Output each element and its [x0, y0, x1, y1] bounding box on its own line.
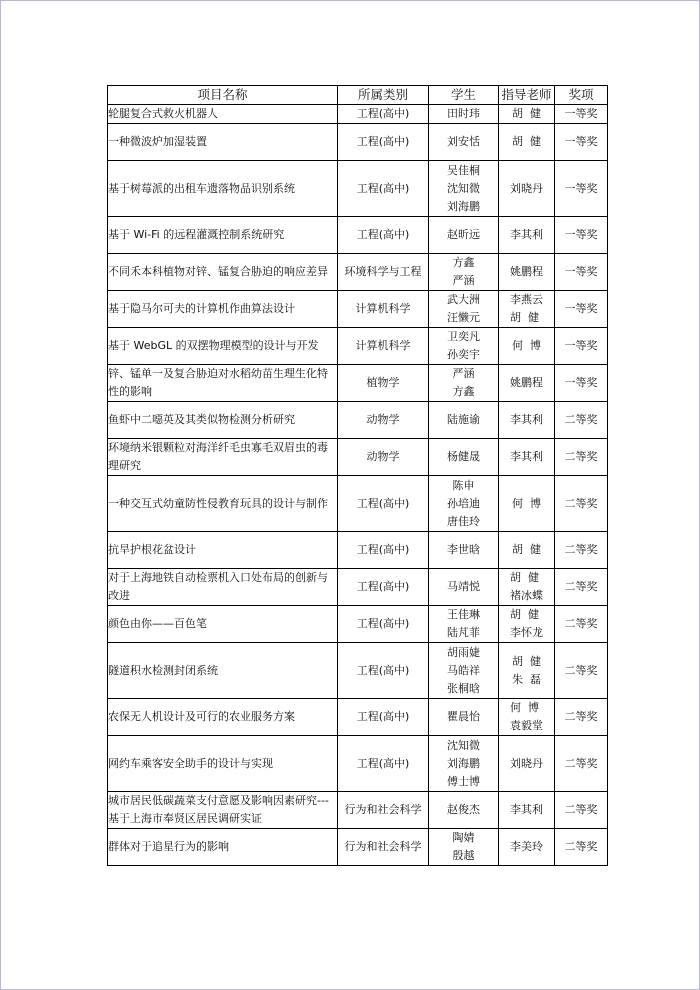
- student-cell: [429, 699, 499, 736]
- teacher-cell: [499, 124, 555, 161]
- category-cell: 行为和社会科学: [338, 829, 429, 866]
- student-name: 刘安恬: [447, 135, 480, 148]
- teacher-name: 朱 磊: [512, 672, 541, 686]
- category-cell: 动物学: [338, 402, 429, 439]
- project-name-cell: 基于树莓派的出租车遗落物品识别系统: [108, 161, 338, 217]
- table-row: [108, 699, 608, 736]
- category-cell: 计算机科学: [338, 291, 429, 328]
- teacher-name: 刘晓丹: [510, 181, 543, 195]
- table-row: [108, 124, 608, 161]
- table-row: [108, 365, 608, 402]
- category-cell: 植物学: [338, 365, 429, 402]
- category-cell: 工程(高中): [338, 699, 429, 736]
- table-row: [108, 291, 608, 328]
- table-row: [108, 569, 608, 606]
- award-cell: 一等奖: [555, 124, 608, 161]
- student-name: 陶婧: [452, 831, 475, 844]
- project-name-cell: 农保无人机设计及可行的农业服务方案: [108, 699, 338, 736]
- teacher-name: 姚鹏程: [510, 376, 543, 389]
- project-name-cell: 一种微波炉加湿装置: [108, 124, 338, 161]
- teacher-cell: [499, 105, 555, 124]
- student-cell: [429, 643, 499, 699]
- teacher-name: 胡 健: [512, 543, 541, 556]
- project-name-cell: 对于上海地铁自动检票机入口处布局的创新与改进: [108, 569, 338, 606]
- student-name: 杨健晟: [447, 450, 480, 463]
- category-cell: 工程(高中): [338, 124, 429, 161]
- student-name: 陈申: [452, 478, 475, 492]
- student-cell: [429, 105, 499, 124]
- teacher-name: 胡 健: [510, 311, 539, 324]
- project-name-cell: 城市居民低碳蔬菜支付意愿及影响因素研究---基于上海市奉贤区居民调研实证: [108, 792, 338, 829]
- student-name: 赵昕远: [447, 228, 480, 241]
- student-cell: [429, 476, 499, 532]
- teacher-name: 何 博: [512, 496, 541, 510]
- student-name: 孙培迪: [447, 496, 480, 510]
- student-cell: [429, 328, 499, 365]
- teacher-name: 褚冰蝶: [510, 589, 543, 602]
- student-name: 武大洲: [447, 293, 480, 306]
- category-cell: 工程(高中): [338, 105, 429, 124]
- student-name: 王佳琳: [447, 608, 480, 621]
- student-name: 卫奕凡: [447, 330, 480, 343]
- student-name: 刘海鹏: [447, 199, 480, 213]
- project-name-cell: 颜色由你——百色笔: [108, 606, 338, 643]
- teacher-name: 李其利: [510, 228, 543, 241]
- student-name: 方鑫: [452, 256, 475, 269]
- student-name: 严涵: [452, 367, 475, 380]
- header-student: 学生: [429, 86, 499, 105]
- project-name-cell: 网约车乘客安全助手的设计与实现: [108, 736, 338, 792]
- table-row: [108, 643, 608, 699]
- student-name: 马靖悦: [447, 580, 480, 593]
- teacher-name: 李美玲: [510, 840, 543, 853]
- teacher-name: 袁毅堂: [510, 719, 543, 732]
- category-cell: 行为和社会科学: [338, 792, 429, 829]
- student-cell: [429, 606, 499, 643]
- project-name-cell: 抗旱护根花盆设计: [108, 532, 338, 569]
- teacher-cell: [499, 736, 555, 792]
- student-name: 汪懒元: [447, 311, 480, 324]
- table-row: [108, 829, 608, 866]
- student-name: 胡雨婕: [447, 645, 480, 659]
- teacher-cell: [499, 365, 555, 402]
- project-name-cell: 锌、锰单一及复合胁迫对水稻幼苗生理生化特性的影响: [108, 365, 338, 402]
- category-cell: 工程(高中): [338, 606, 429, 643]
- category-cell: 工程(高中): [338, 161, 429, 217]
- award-cell: 二等奖: [555, 532, 608, 569]
- teacher-cell: [499, 829, 555, 866]
- student-name: 严涵: [452, 274, 475, 287]
- table-row: [108, 105, 608, 124]
- project-name-cell: 基于 Wi-Fi 的远程灌溉控制系统研究: [108, 217, 338, 254]
- award-cell: 二等奖: [555, 402, 608, 439]
- student-name: 马皓祥: [447, 663, 480, 677]
- award-cell: 一等奖: [555, 105, 608, 124]
- table-row: [108, 402, 608, 439]
- student-cell: [429, 365, 499, 402]
- award-cell: 二等奖: [555, 736, 608, 792]
- table-row: [108, 439, 608, 476]
- project-name-cell: 隧道积水检测封闭系统: [108, 643, 338, 699]
- category-cell: 工程(高中): [338, 532, 429, 569]
- student-cell: [429, 161, 499, 217]
- student-name: 陆施谕: [447, 413, 480, 426]
- award-cell: 一等奖: [555, 291, 608, 328]
- teacher-name: 李燕云: [510, 293, 543, 306]
- teacher-name: 胡 健: [510, 571, 539, 584]
- student-cell: [429, 792, 499, 829]
- student-name: 田时玮: [447, 107, 480, 120]
- award-cell: 二等奖: [555, 792, 608, 829]
- award-cell: 一等奖: [555, 254, 608, 291]
- table-row: [108, 606, 608, 643]
- project-name-cell: 基于 WebGL 的双摆物理模型的设计与开发: [108, 328, 338, 365]
- teacher-name: 胡 健: [512, 654, 541, 668]
- student-name: 吴佳桐: [447, 163, 480, 177]
- student-cell: [429, 829, 499, 866]
- table-row: [108, 328, 608, 365]
- teacher-cell: [499, 792, 555, 829]
- award-cell: 二等奖: [555, 829, 608, 866]
- header-award: 奖项: [555, 86, 608, 105]
- student-cell: [429, 439, 499, 476]
- award-cell: 一等奖: [555, 328, 608, 365]
- category-cell: 工程(高中): [338, 569, 429, 606]
- student-name: 唐佳玲: [447, 514, 480, 528]
- project-name-cell: 轮腿复合式救火机器人: [108, 105, 338, 124]
- teacher-name: 胡 健: [512, 135, 541, 148]
- teacher-cell: [499, 254, 555, 291]
- student-name: 傅士博: [447, 774, 480, 788]
- table-row: [108, 161, 608, 217]
- table-row: [108, 736, 608, 792]
- category-cell: 计算机科学: [338, 328, 429, 365]
- teacher-name: 李其利: [510, 413, 543, 426]
- student-name: 张桐晗: [447, 681, 480, 695]
- student-cell: [429, 124, 499, 161]
- award-cell: 一等奖: [555, 365, 608, 402]
- award-cell: 二等奖: [555, 569, 608, 606]
- award-cell: 二等奖: [555, 439, 608, 476]
- project-name-cell: 基于隐马尔可夫的计算机作曲算法设计: [108, 291, 338, 328]
- teacher-cell: [499, 291, 555, 328]
- teacher-cell: [499, 402, 555, 439]
- award-cell: 二等奖: [555, 476, 608, 532]
- student-cell: [429, 217, 499, 254]
- teacher-name: 何 博: [512, 339, 541, 352]
- student-name: 殷越: [452, 849, 475, 862]
- student-cell: [429, 291, 499, 328]
- project-name-cell: 一种交互式幼童防性侵教育玩具的设计与制作: [108, 476, 338, 532]
- project-name-cell: 不同禾本科植物对锌、锰复合胁迫的响应差异: [108, 254, 338, 291]
- header-row: [108, 86, 608, 105]
- category-cell: 工程(高中): [338, 643, 429, 699]
- student-cell: [429, 736, 499, 792]
- student-cell: [429, 569, 499, 606]
- student-name: 赵俊杰: [447, 803, 480, 816]
- award-cell: 二等奖: [555, 643, 608, 699]
- teacher-cell: [499, 217, 555, 254]
- student-name: 刘海鹏: [447, 756, 480, 770]
- student-cell: [429, 402, 499, 439]
- award-cell: 二等奖: [555, 699, 608, 736]
- teacher-name: 胡 健: [512, 107, 541, 120]
- award-cell: 一等奖: [555, 217, 608, 254]
- teacher-cell: [499, 699, 555, 736]
- teacher-cell: [499, 439, 555, 476]
- category-cell: 工程(高中): [338, 736, 429, 792]
- teacher-name: 刘晓丹: [510, 756, 543, 770]
- student-name: 孙奕宇: [447, 348, 480, 361]
- awards-table: [107, 85, 608, 866]
- header-category: 所属类别: [338, 86, 429, 105]
- student-name: 沈知微: [447, 181, 480, 195]
- teacher-cell: [499, 606, 555, 643]
- header-teacher: 指导老师: [499, 86, 555, 105]
- teacher-name: 李其利: [510, 450, 543, 463]
- teacher-cell: [499, 161, 555, 217]
- award-cell: 二等奖: [555, 606, 608, 643]
- teacher-name: 胡 健: [510, 608, 539, 621]
- teacher-name: 李其利: [510, 803, 543, 816]
- teacher-cell: [499, 569, 555, 606]
- table-row: [108, 532, 608, 569]
- student-name: 瞿晨怡: [447, 710, 480, 723]
- student-cell: [429, 532, 499, 569]
- project-name-cell: 鱼虾中二噁英及其类似物检测分析研究: [108, 402, 338, 439]
- student-name: 李世晗: [447, 543, 480, 556]
- student-cell: [429, 254, 499, 291]
- table-row: [108, 254, 608, 291]
- category-cell: 工程(高中): [338, 217, 429, 254]
- category-cell: 环境科学与工程: [338, 254, 429, 291]
- table-body: [108, 105, 608, 866]
- project-name-cell: 群体对于追星行为的影响: [108, 829, 338, 866]
- teacher-cell: [499, 643, 555, 699]
- student-name: 沈知微: [447, 738, 480, 752]
- project-name-cell: 环境纳米银颗粒对海洋纤毛虫寡毛双眉虫的毒理研究: [108, 439, 338, 476]
- table-row: [108, 217, 608, 254]
- header-project: 项目名称: [108, 86, 338, 105]
- teacher-cell: [499, 532, 555, 569]
- category-cell: 工程(高中): [338, 476, 429, 532]
- table-row: [108, 792, 608, 829]
- teacher-cell: [499, 476, 555, 532]
- student-name: 方鑫: [452, 385, 475, 398]
- teacher-name: 何 博: [510, 701, 539, 714]
- student-name: 陆芃菲: [447, 626, 480, 639]
- award-cell: 一等奖: [555, 161, 608, 217]
- teacher-name: 李怀龙: [510, 626, 543, 639]
- table-row: [108, 476, 608, 532]
- teacher-cell: [499, 328, 555, 365]
- category-cell: 动物学: [338, 439, 429, 476]
- teacher-name: 姚鹏程: [510, 265, 543, 278]
